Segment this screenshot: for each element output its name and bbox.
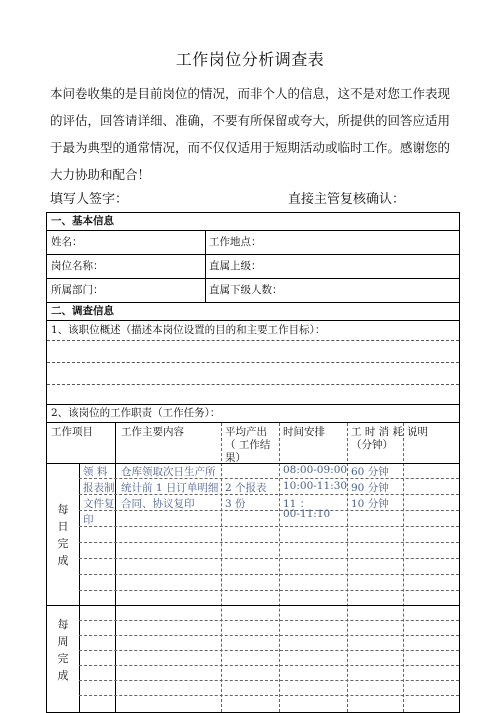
duty-row-1-time: 60 分钟 — [351, 466, 389, 478]
intro-paragraph: 本问卷收集的是目前岗位的情况，而非个人的信息，这不是对您工作表现的评估，回答请详细、准确，不要有所保留或夸大，所提供的回答应适用于最为典型的通常情况，而不仅仅适用于短期活动或临时工作。感谢您的大力协助和配合！ — [50, 86, 451, 182]
subordinates-label: 直属下级人数： — [209, 284, 283, 296]
duties-table — [47, 423, 459, 712]
duty-row-1-schedule: 08:00-09:00 — [283, 464, 348, 476]
duty-row-4-item: 印 — [83, 514, 94, 526]
header-schedule: 时间安排 — [283, 426, 325, 438]
name-label: 姓名： — [51, 236, 83, 248]
header-time-2: （分钟） — [351, 439, 393, 451]
duty-row-1-item: 领 料 — [83, 466, 108, 478]
duty-row-3-schedule: 11 ： — [283, 498, 311, 510]
page-title: 工作岗位分析调查表 — [175, 50, 325, 69]
duty-row-2-schedule: 10:00-11:30 — [283, 480, 348, 492]
basic-info-heading-row — [47, 213, 459, 231]
header-output-3: 果） — [225, 452, 246, 464]
duty-row-3-time: 10 分钟 — [351, 498, 389, 510]
superior-label: 直属上级： — [209, 260, 262, 272]
duty-row-2-content: 统计前 1 日订单明细 — [121, 482, 219, 494]
position-label: 岗位名称： — [51, 260, 104, 272]
supervisor-confirm-label: 直接主管复核确认： — [288, 192, 406, 207]
duty-row-2-output: 2 个报表 — [225, 482, 267, 494]
location-label: 工作地点： — [209, 236, 262, 248]
header-output-1: 平均产出 — [225, 426, 267, 438]
q2-label: 2、该岗位的工作职责（工作任务）： — [51, 407, 221, 419]
basic-row-3 — [47, 279, 459, 303]
duty-row-2-time: 90 分钟 — [351, 482, 389, 494]
survey-heading-row — [47, 303, 459, 321]
department-label: 所属部门： — [51, 284, 104, 296]
duty-row-3-output: 3 份 — [225, 498, 246, 510]
q2-row — [47, 405, 459, 423]
q1-row — [47, 321, 459, 341]
header-content: 工作主要内容 — [121, 426, 184, 438]
header-item: 工作项目 — [51, 426, 93, 438]
duty-row-4-schedule: 00-11:10 — [283, 508, 331, 520]
header-note: 说明 — [407, 426, 428, 438]
basic-row-2 — [47, 255, 459, 279]
duty-row-3-item: 文件复 — [83, 498, 115, 510]
survey-heading: 二、调查信息 — [51, 305, 114, 317]
q1-blank-line-1 — [47, 341, 459, 363]
q1-label: 1、该职位概述（描述本岗位设置的目的和主要工作目标）： — [51, 324, 326, 336]
duty-row-2-item: 报表制 — [83, 482, 115, 494]
daily-group-label: 每日完成 — [57, 503, 69, 567]
duty-row-1-content: 仓库领取次日生产所 — [121, 466, 216, 478]
basic-info-heading: 一、基本信息 — [51, 215, 114, 227]
survey-form — [46, 212, 460, 713]
duty-row-3-content: 合同、协议复印 — [121, 498, 195, 510]
basic-row-1 — [47, 231, 459, 255]
header-time-1: 工 时 消 耗 — [351, 426, 404, 438]
filler-signature-label: 填写人签字： — [50, 192, 129, 207]
q1-blank-line-2 — [47, 363, 459, 385]
header-output-2: （ 工作结 — [225, 439, 271, 451]
q1-blank-line-3 — [47, 385, 459, 405]
weekly-group-label: 每周完成 — [57, 618, 69, 682]
